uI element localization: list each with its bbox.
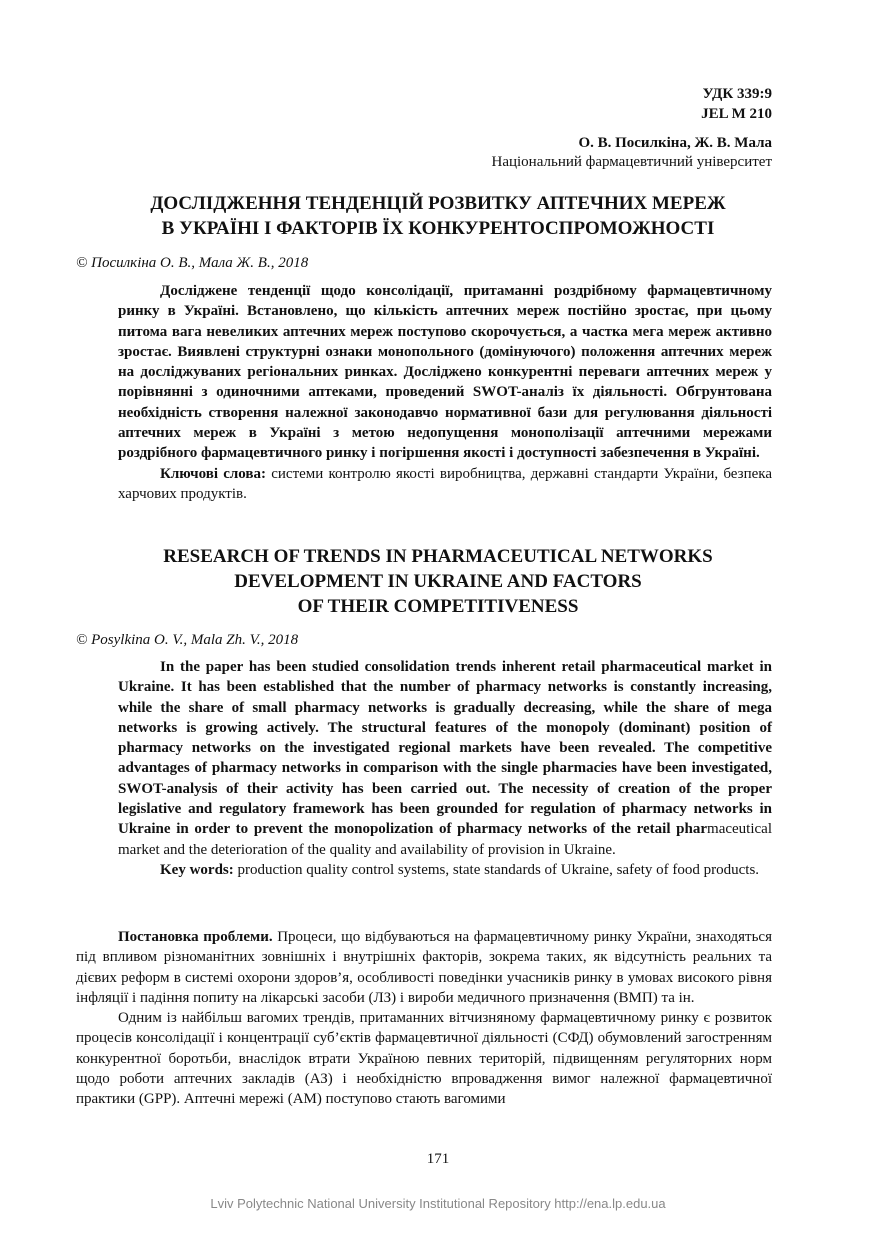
jel-code: JEL M 210 bbox=[701, 106, 772, 122]
ua-abstract bbox=[118, 281, 772, 504]
body-text bbox=[76, 927, 772, 1110]
body-paragraph-2: Одним із найбільш вагомих трендів, притаманних вітчизняному фармацевтичному ринку є розвиток процесів консолідації і концентрації суб’єктів фармацевтичної діяльності (СФД) обумовлений загостренням конкурентної боротьби, внаслідок втрати Україною певних територій, підвищенням регуляторних норм щодо роботи аптечних закладів (АЗ) і необхідністю впровадження вимог належної фармацевтичної практики (GPP). Аптечні мережі (АМ) поступово стають вагомими bbox=[76, 1010, 772, 1108]
ua-copyright: © Посилкіна О. В., Мала Ж. В., 2018 bbox=[76, 255, 309, 271]
ua-title bbox=[60, 191, 816, 241]
body-paragraph-1 bbox=[76, 927, 772, 1008]
ua-keywords-text: системи контролю якості виробництва, державні стандарти України, безпека харчових продуктів. bbox=[118, 465, 772, 502]
body-paragraph-1-text: Процеси, що відбуваються на фармацевтичному ринку України, знаходяться під впливом різноманітних зовнішніх і внутрішніх факторів, зокрема таких, як відсутність реальних та дієвих реформ в системі охорони здоров’я, особливості поведінки учасників ринку в умовах високого рівня інфляції і падіння попиту на лікарські засоби (ЛЗ) і вироби медичного призначення (ВМП) та ін. bbox=[76, 929, 772, 1006]
en-title-line-1: RESEARCH OF TRENDS IN PHARMACEUTICAL NETWORKS bbox=[163, 546, 713, 567]
en-abstract-regular: maceutical market and the deterioration of the quality and availability of provision in Ukraine. bbox=[118, 821, 772, 858]
en-title bbox=[60, 544, 816, 619]
repository-footer: Lviv Polytechnic National University Institutional Repository http://ena.lp.edu.ua bbox=[210, 1196, 666, 1211]
classification-codes bbox=[701, 84, 772, 124]
en-title-line-2: DEVELOPMENT IN UKRAINE AND FACTORS bbox=[234, 571, 642, 592]
ua-title-line-2: В УКРАЇНІ І ФАКТОРІВ ЇХ КОНКУРЕНТОСПРОМОЖНОСТІ bbox=[161, 218, 715, 239]
ua-keywords bbox=[118, 464, 772, 505]
en-copyright: © Posylkina O. V., Mala Zh. V., 2018 bbox=[76, 632, 299, 648]
en-keywords bbox=[118, 860, 772, 880]
section-label-problem: Постановка проблеми. bbox=[118, 929, 273, 945]
ua-keywords-label: Ключові слова: bbox=[160, 465, 267, 482]
en-abstract-bold: In the paper has been studied consolidation trends inherent retail pharmaceutical market in Ukraine. It has been established that the number of pharmacy networks is constantly increasing, while the share of small pharmacy networks is gradually decreasing, while the share of mega networks is growing actively. The structural features of the monopoly (dominant) position of pharmacy networks on the investigated regional markets have been revealed. The competitive advantages of pharmacy networks in comparison with the single pharmacies have been investigated, SWOT-analysis of their activity has been carried out. The necessity of creation of the proper legislative and regulatory framework has been grounded for regulation of pharmacy networks in Ukraine in order to prevent the monopolization of pharmacy networks of the retail phar bbox=[118, 659, 772, 838]
en-abstract bbox=[118, 657, 772, 880]
page-number: 171 bbox=[426, 1151, 450, 1167]
en-title-line-3: OF THEIR COMPETITIVENESS bbox=[297, 596, 579, 617]
en-keywords-text: production quality control systems, state standards of Ukraine, safety of food products. bbox=[233, 861, 760, 878]
en-abstract-text bbox=[118, 657, 772, 860]
authors: О. В. Посилкіна, Ж. В. Мала bbox=[578, 135, 772, 151]
ua-abstract-text: Досліджене тенденції щодо консолідації, притаманні роздрібному фармацевтичному ринку в Україні. Встановлено, що кількість аптечних мереж постійно зростає, при цьому питома вага невеликих аптечних мереж поступово скорочується, а частка мега мереж активно зростає. Виявлені структурні ознаки монопольного (домінуючого) положення аптечних мереж на досліджуваних регіональних ринках. Досліджено конкурентні переваги аптечних мереж у порівнянні з одиночними аптеками, проведений SWOT-аналіз їх діяльності. Обгрунтована необхідність створення належної законодавчо нормативної бази для регулювання діяльності аптечних мереж в Україні з метою недопущення монополізації аптечними мережами роздрібного фармацевтичного ринку і погіршення якості і доступності забезпечення в Україні. bbox=[118, 283, 772, 462]
en-keywords-label: Key words: bbox=[160, 861, 234, 878]
affiliation: Національний фармацевтичний університет bbox=[491, 154, 772, 170]
udk-code: УДК 339:9 bbox=[702, 86, 772, 102]
ua-title-line-1: ДОСЛІДЖЕННЯ ТЕНДЕНЦІЙ РОЗВИТКУ АПТЕЧНИХ МЕРЕЖ bbox=[150, 193, 726, 214]
